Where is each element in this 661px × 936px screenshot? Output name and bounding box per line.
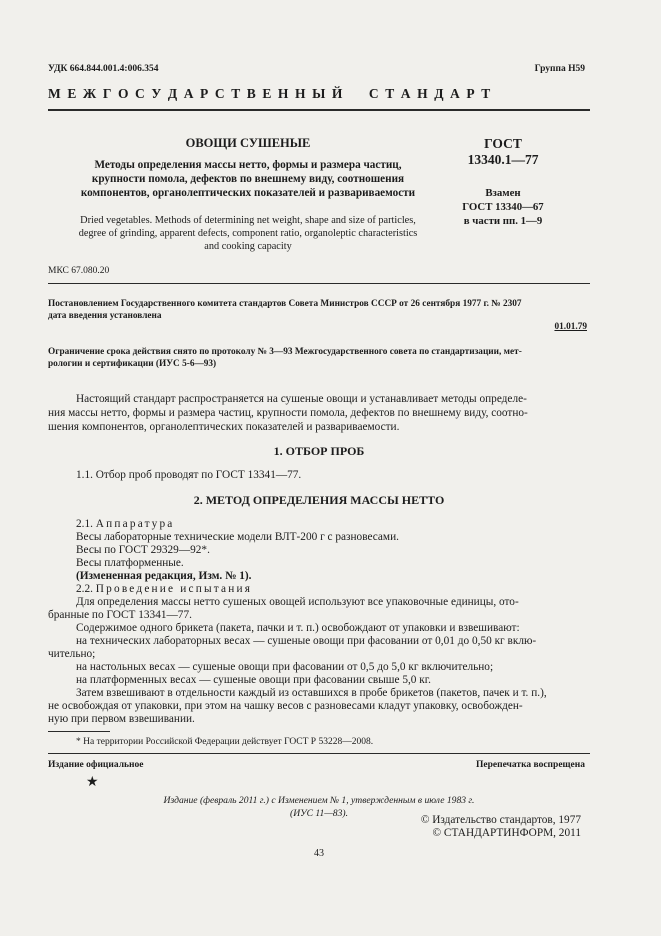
- footnote: * На территории Российской Федерации действует ГОСТ Р 53228—2008.: [76, 737, 374, 747]
- section-2-body: [48, 518, 590, 726]
- edition-info-line: (ИУС 11—83).: [290, 808, 348, 819]
- star-icon: ★: [86, 775, 99, 790]
- section-2-heading: 2. МЕТОД ОПРЕДЕЛЕНИЯ МАССЫ НЕТТО: [193, 493, 445, 507]
- clause-title: Аппаратура: [95, 518, 175, 530]
- replaces-line: Взамен: [485, 187, 521, 199]
- mks-code: МКС 67.080.20: [48, 266, 110, 276]
- standard-banner: М Е Ж Г О С У Д А Р С Т В Е Н Н Ы Й С Т А Н Д А Р Т: [48, 86, 492, 101]
- document-title: ОВОЩИ СУШЕНЫЕ: [185, 136, 311, 150]
- introduction-date: 01.01.79: [554, 322, 587, 332]
- clause-2-2-heading: [48, 583, 590, 596]
- clause-number: 2.1.: [76, 518, 93, 530]
- subtitle-line: Методы определения массы нетто, формы и размера частиц,: [94, 159, 402, 171]
- intro-line: шения компонентов, органолептических показателей и развариваемости.: [48, 421, 400, 433]
- reprint-notice: Перепечатка воспрещена: [475, 760, 585, 770]
- page-number: 43: [314, 848, 324, 859]
- procedure-line: бранные по ГОСТ 13341—77.: [48, 609, 192, 621]
- procedure-line: чительно;: [48, 648, 96, 660]
- edition-label: Издание официальное: [48, 760, 144, 770]
- decree-line: Постановлением Государственного комитета стандартов Совета Министров СССР от 26 сентября 1977 г. № 2307: [48, 299, 522, 309]
- replaces-block: [448, 186, 558, 228]
- english-title-line: Dried vegetables. Methods of determining net weight, shape and size of particles,: [80, 215, 416, 226]
- section-1-text: [48, 469, 590, 482]
- decree-line: дата введения установлена: [48, 311, 162, 321]
- document-subtitle: [48, 158, 448, 200]
- procedure-line: на платформенных весах — сушеные овощи при фасовании свыше 5,0 кг.: [76, 674, 431, 686]
- clause-2-1-heading: [48, 518, 590, 531]
- procedure-line: не освобождая от упаковки, при этом на чашку весов с разновесами кладут упаковку, освобожден-: [48, 700, 523, 712]
- english-title: [48, 214, 448, 253]
- subtitle-line: крупности помола, дефектов по внешнему виду, соотношения: [91, 173, 405, 185]
- restriction-line: Ограничение срока действия снято по протоколу № 3—93 Межгосударственного совета по стандартизации, мет-: [48, 347, 522, 357]
- copyright-standartinform: © СТАНДАРТИНФОРМ, 2011: [432, 827, 581, 839]
- footnote-rule: [48, 731, 110, 732]
- subtitle-line: компонентов, органолептических показателей и развариваемости: [80, 187, 416, 199]
- mks-rule: [48, 283, 590, 284]
- gost-label: ГОСТ: [484, 136, 522, 151]
- intro-line: Настоящий стандарт распространяется на сушеные овощи и устанавливает методы определе-: [76, 393, 527, 405]
- equipment-item: Весы платформенные.: [76, 557, 184, 569]
- intro-line: ния массы нетто, формы и размера частиц, крупности помола, дефектов по внешнему виду, соотно-: [48, 407, 528, 419]
- procedure-line: Для определения массы нетто сушеных овощей используют все упаковочные единицы, ото-: [76, 596, 519, 608]
- header-rule: [48, 109, 590, 111]
- clause-title: Проведение испытания: [95, 583, 253, 595]
- section-1-heading: 1. ОТБОР ПРОБ: [273, 444, 365, 458]
- procedure-line: Содержимое одного брикета (пакета, пачки и т. п.) освобождают от упаковки и взвешивают:: [76, 622, 520, 634]
- equipment-item: Весы лабораторные технические модели ВЛТ-200 г с разновесами.: [76, 531, 399, 543]
- footer-rule: [48, 753, 590, 754]
- amendment-note: (Измененная редакция, Изм. № 1).: [76, 570, 252, 582]
- udk-code: УДК 664.844.001.4:006.354: [48, 64, 159, 74]
- replaces-line: ГОСТ 13340—67: [462, 201, 544, 213]
- gost-designation: [448, 136, 558, 168]
- copyright-publisher: © Издательство стандартов, 1977: [420, 814, 581, 826]
- restriction-line: рологии и сертификации (ИУС 5-6—93): [48, 359, 217, 369]
- procedure-line: Затем взвешивают в отдельности каждый из оставшихся в пробе брикетов (пакетов, пачек и т. п.),: [76, 687, 547, 699]
- clause-number: 2.2.: [76, 583, 93, 595]
- edition-info-line: Издание (февраль 2011 г.) с Изменением № 1, утвержденным в июле 1983 г.: [163, 795, 475, 806]
- procedure-line: на настольных весах — сушеные овощи при фасовании от 0,5 до 5,0 кг включительно;: [76, 661, 494, 673]
- gost-number: 13340.1—77: [467, 152, 539, 167]
- intro-paragraph: [48, 392, 590, 434]
- english-title-line: and cooking capacity: [204, 241, 292, 252]
- english-title-line: degree of grinding, apparent defects, component ratio, organoleptic characteristics: [78, 228, 418, 239]
- clause-1-1: 1.1. Отбор проб проводят по ГОСТ 13341—77.: [76, 469, 302, 481]
- equipment-item: Весы по ГОСТ 29329—92*.: [76, 544, 210, 556]
- procedure-line: на технических лабораторных весах — сушеные овощи при фасовании от 0,01 до 0,50 кг вклю-: [76, 635, 537, 647]
- group-code: Группа Н59: [534, 64, 585, 74]
- procedure-line: ную при первом взвешивании.: [48, 713, 195, 725]
- replaces-line: в части пп. 1—9: [463, 215, 543, 227]
